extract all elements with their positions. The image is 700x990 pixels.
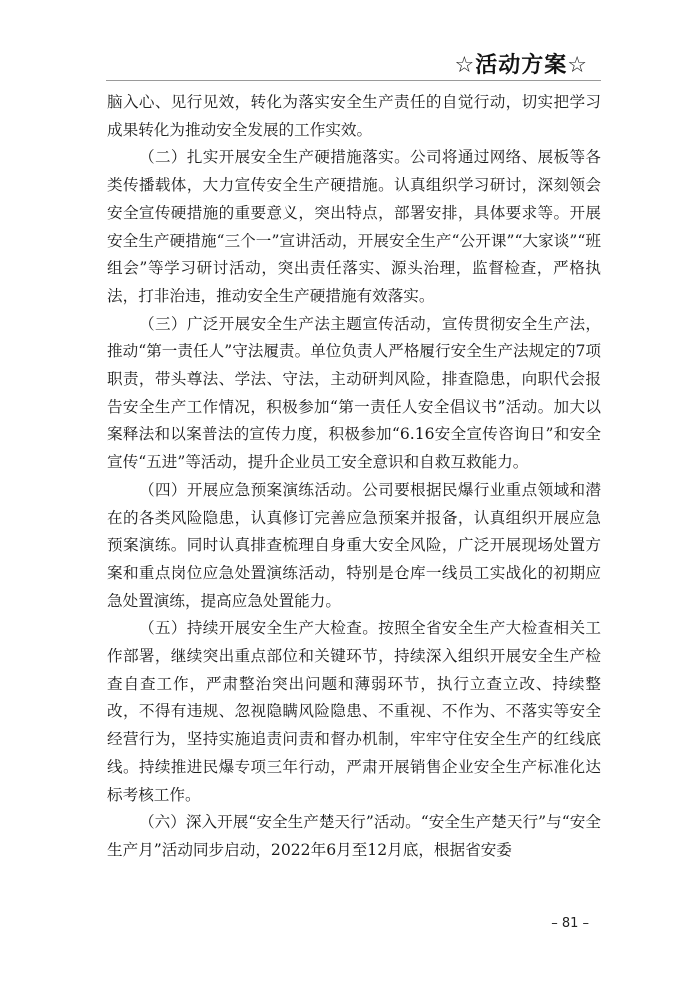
paragraph-3: （三）广泛开展安全生产法主题宣传活动，宣传贯彻安全生产法，推动“第一责任人”守法履责。单位负责人严格履行安全生产法规定的7项职责，带头尊法、学法、守法，主动研判风险，排查隐患，向职代会报告安全生产工作情况，积极参加“第一责任人安全倡议书”活动。加大以案释法和以案普法的宣传力度，积极参加“6.16安全宣传咨询日”和安全宣传“五进”等活动，提升企业员工安全意识和自救互救能力。 <box>107 314 601 472</box>
paragraph-6: （六）深入开展“安全生产楚天行”活动。“安全生产楚天行”与“安全生产月”活动同步启动，2022年6月至12月底，根据省安委 <box>107 813 601 859</box>
header-title: ☆活动方案☆ <box>454 53 588 78</box>
page-number: – 81 – <box>551 916 589 931</box>
paragraph-1: 脑入心、见行见效，转化为落实安全生产责任的自觉行动，切实把学习成果转化为推动安全发展的工作实效。 <box>107 93 601 139</box>
header-divider <box>106 80 601 81</box>
paragraph-4: （四）开展应急预案演练活动。公司要根据民爆行业重点领域和潜在的各类风险隐患，认真修订完善应急预案并报备，认真组织开展应急预案演练。同时认真排查梳理自身重大安全风险，广泛开展现场处置方案和重点岗位应急处置演练活动，特别是仓库一线员工实战化的初期应急处置演练，提高应急处置能力。 <box>107 480 601 610</box>
paragraph-5: （五）持续开展安全生产大检查。按照全省安全生产大检查相关工作部署，继续突出重点部位和关键环节，持续深入组织开展安全生产检查自查工作，严肃整治突出问题和薄弱环节，执行立查立改、持续整改，不得有违规、忽视隐瞒风险隐患、不重视、不作为、不落实等安全经营行为，坚持实施追责问责和督办机制，牢牢守住安全生产的红线底线。持续推进民爆专项三年行动，严肃开展销售企业安全生产标准化达标考核工作。 <box>107 619 601 804</box>
body-text <box>107 89 601 865</box>
paragraph-2: （二）扎实开展安全生产硬措施落实。公司将通过网络、展板等各类传播载体，大力宣传安全生产硬措施。认真组织学习研讨，深刻领会安全宣传硬措施的重要意义，突出特点，部署安排，具体要求等。开展安全生产硬措施“三个一”宣讲活动，开展安全生产“公开课”“大家谈”“班组会”等学习研讨活动，突出责任落实、源头治理，监督检查，严格执法，打非治违，推动安全生产硬措施有效落实。 <box>107 148 601 305</box>
